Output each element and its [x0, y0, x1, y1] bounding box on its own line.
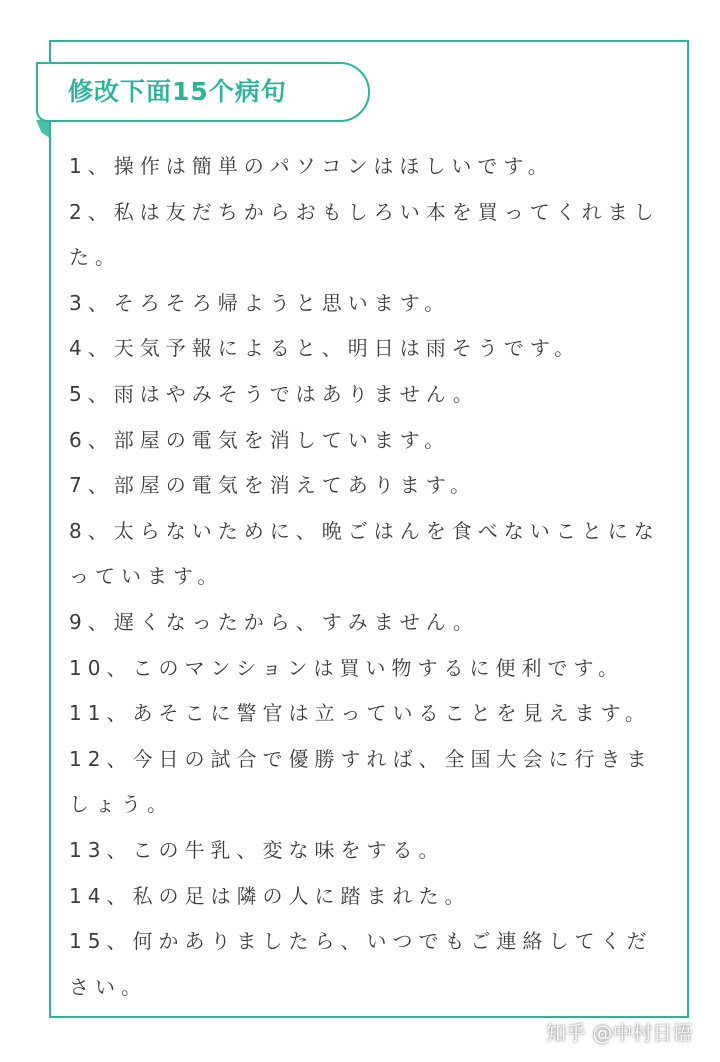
title-banner	[36, 62, 370, 122]
page-title: 修改下面15个病句	[68, 77, 287, 106]
sentence-item-14: 14、私の足は隣の人に踏まれた。	[69, 883, 471, 908]
sentence-item-10: 10、このマンションは買い物するに便利です。	[69, 655, 624, 680]
sentence-item-9: 9、遅くなったから、すみません。	[69, 609, 479, 634]
watermark-label: 知乎 @中村日语	[546, 1021, 693, 1045]
sentence-item-15: 15、何かありましたら、いつでもご連絡してください。	[69, 929, 653, 999]
sentence-item-6: 6、部屋の電気を消しています。	[69, 427, 451, 452]
sentence-item-11: 11、あそこに警官は立っていることを見えます。	[69, 701, 651, 726]
sentence-item-2: 2、私は友だちからおもしろい本を買ってくれました。	[69, 199, 660, 270]
sentence-item-13: 13、この牛乳、変な味をする。	[69, 837, 445, 862]
sentence-item-12: 12、今日の試合で優勝すれば、全国大会に行きましょう。	[69, 746, 653, 817]
sentence-list	[69, 144, 673, 1010]
sentence-item-8: 8、太らないために、晩ごはんを食べないことになっています。	[69, 518, 660, 589]
sentence-item-7: 7、部屋の電気を消えてあります。	[69, 473, 477, 498]
sentence-item-3: 3、そろそろ帰ようと思います。	[69, 290, 451, 315]
ribbon-fold-decoration	[36, 120, 50, 138]
sentence-item-4: 4、天気予報によると、明日は雨そうです。	[69, 336, 581, 361]
sentence-item-5: 5、雨はやみそうではありません。	[69, 381, 479, 406]
sentence-item-1: 1、操作は簡単のパソコンはほしいです。	[69, 154, 554, 178]
